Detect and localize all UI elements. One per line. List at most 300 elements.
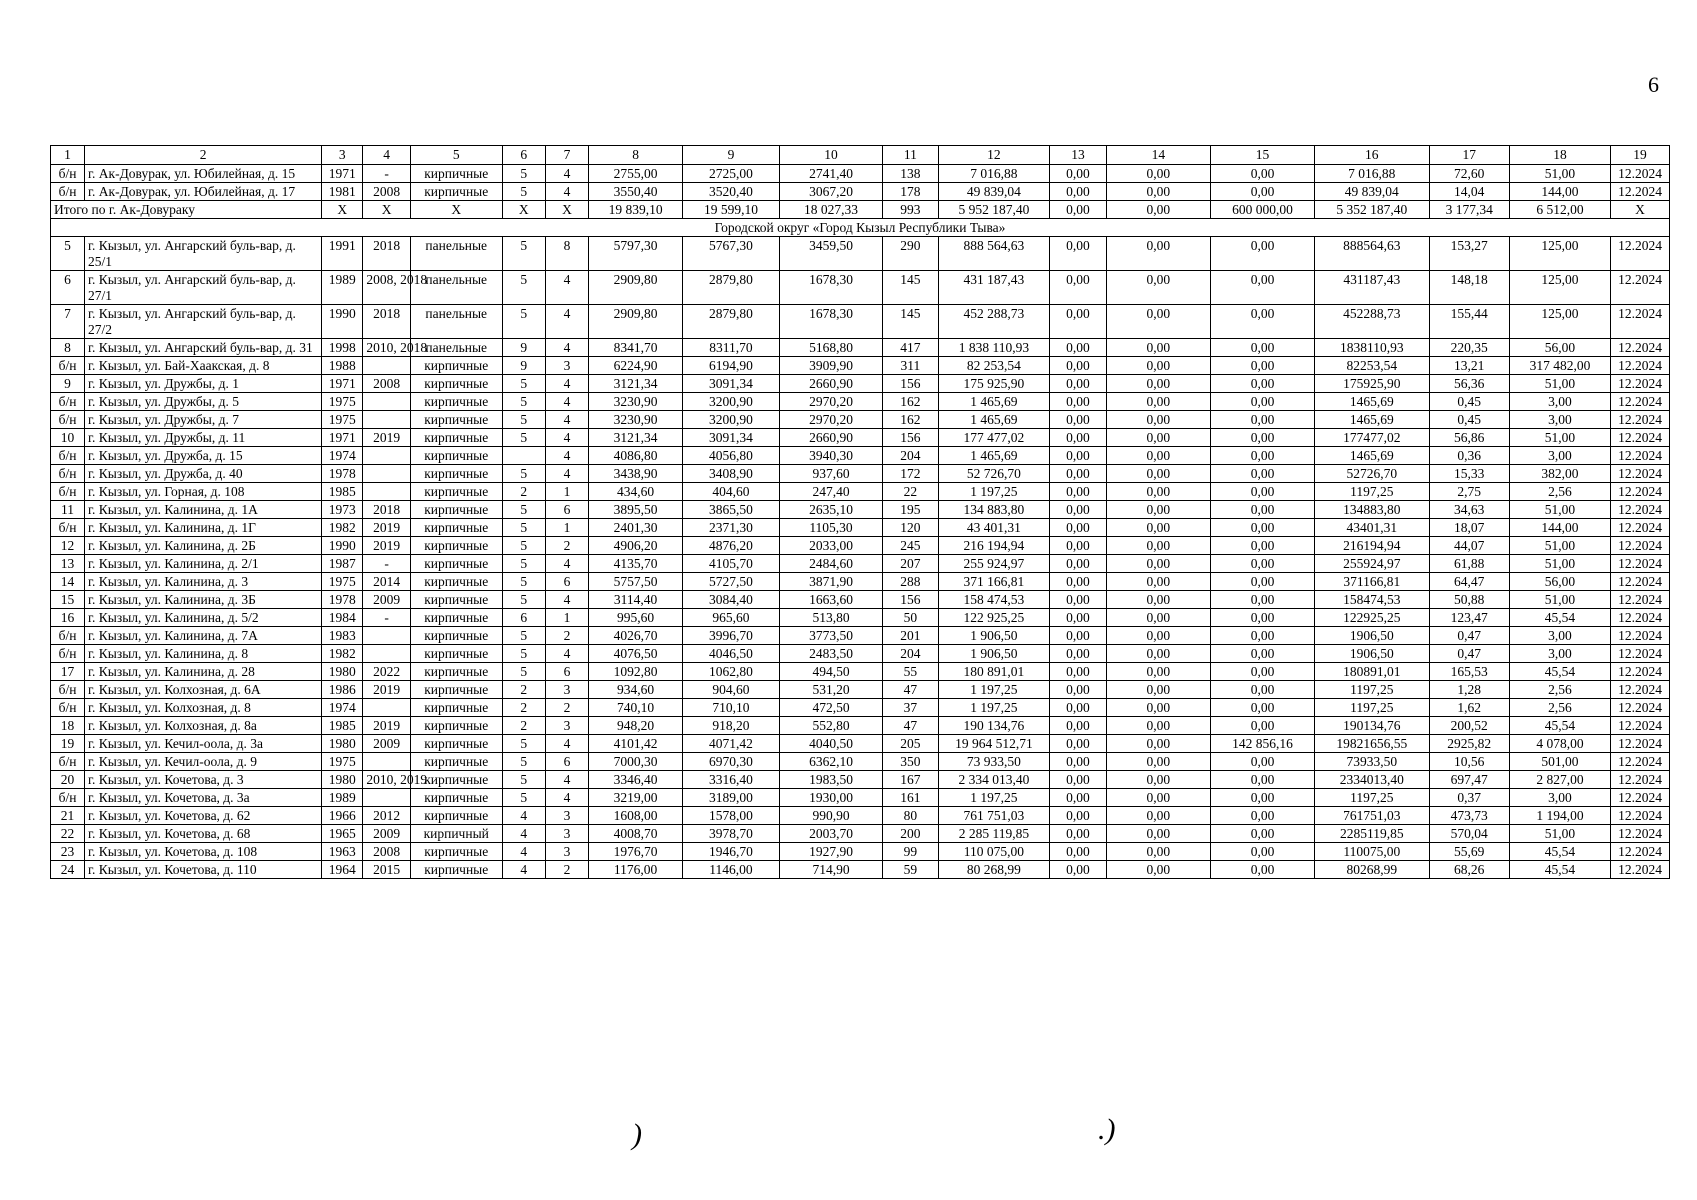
cell-col-17: 153,27	[1429, 237, 1509, 271]
cell-col-2: г. Кызыл, ул. Дружба, д. 15	[85, 447, 322, 465]
cell-col-8: 948,20	[589, 717, 683, 735]
cell-col-6: 6	[502, 146, 545, 165]
cell-col-4: 2019	[363, 519, 410, 537]
cell-col-11: 145	[883, 305, 939, 339]
cell-col-3: 1990	[322, 305, 363, 339]
cell-col-15: 0,00	[1210, 483, 1314, 501]
cell-col-17: 55,69	[1429, 843, 1509, 861]
cell-col-7: 4	[545, 429, 588, 447]
cell-col-11: 145	[883, 271, 939, 305]
cell-col-4	[363, 483, 410, 501]
cell-col-8: 3219,00	[589, 789, 683, 807]
cell-col-7: 3	[545, 717, 588, 735]
cell-col-15: 0,00	[1210, 843, 1314, 861]
cell-col-17: 13,21	[1429, 357, 1509, 375]
cell-col-4: 2019	[363, 681, 410, 699]
cell-col-15: 0,00	[1210, 591, 1314, 609]
cell-col-18: 45,54	[1509, 717, 1610, 735]
cell-col-11: 80	[883, 807, 939, 825]
cell-col-7: 4	[545, 735, 588, 753]
cell-col-12: 1 838 110,93	[938, 339, 1049, 357]
cell-col-9: 8311,70	[683, 339, 780, 357]
cell-col-8: 1176,00	[589, 861, 683, 879]
cell-col-19: 19	[1611, 146, 1670, 165]
cell-col-3: 1978	[322, 591, 363, 609]
cell-col-5: панельные	[410, 305, 502, 339]
cell-col-19: 12.2024	[1611, 429, 1670, 447]
cell-col-14: 0,00	[1106, 753, 1210, 771]
cell-col-12: 177 477,02	[938, 429, 1049, 447]
cell-col-9: 2879,80	[683, 271, 780, 305]
cell-col-2: г. Кызыл, ул. Горная, д. 108	[85, 483, 322, 501]
cell-col-16: 1906,50	[1315, 627, 1429, 645]
cell-col-11: 161	[883, 789, 939, 807]
cell-col-8: 4101,42	[589, 735, 683, 753]
cell-col-3: 1985	[322, 483, 363, 501]
table-row	[51, 645, 1670, 663]
cell-col-19: 12.2024	[1611, 465, 1670, 483]
cell-col-16: 1197,25	[1315, 483, 1429, 501]
cell-col-16: 255924,97	[1315, 555, 1429, 573]
cell-col-12: 110 075,00	[938, 843, 1049, 861]
cell-col-8: 2909,80	[589, 305, 683, 339]
cell-col-13: 0,00	[1050, 429, 1107, 447]
cell-col-17: 1,28	[1429, 681, 1509, 699]
cell-col-8: 8	[589, 146, 683, 165]
cell-col-16: 1197,25	[1315, 681, 1429, 699]
cell-col-14: 0,00	[1106, 519, 1210, 537]
cell-col-2: г. Кызыл, ул. Ангарский буль-вар, д. 31	[85, 339, 322, 357]
cell-col-9: 2725,00	[683, 165, 780, 183]
cell-col-4: 2008	[363, 843, 410, 861]
cell-col-18: 45,54	[1509, 861, 1610, 879]
cell-col-10: 472,50	[779, 699, 882, 717]
cell-col-5: кирпичные	[410, 753, 502, 771]
cell-col-6: 5	[502, 789, 545, 807]
cell-col-8: 3895,50	[589, 501, 683, 519]
cell-col-7: 8	[545, 237, 588, 271]
cell-col-17: 0,45	[1429, 393, 1509, 411]
cell-col-1: 13	[51, 555, 85, 573]
cell-col-16: 761751,03	[1315, 807, 1429, 825]
cell-col-6: 5	[502, 305, 545, 339]
cell-col-5: кирпичные	[410, 699, 502, 717]
cell-col-4: 2008	[363, 183, 410, 201]
cell-col-11: 156	[883, 429, 939, 447]
cell-col-15: 0,00	[1210, 825, 1314, 843]
cell-col-6: 9	[502, 357, 545, 375]
cell-col-13: 0,00	[1050, 555, 1107, 573]
cell-col-10: 3773,50	[779, 627, 882, 645]
cell-col-19: 12.2024	[1611, 825, 1670, 843]
cell-col-9: 6970,30	[683, 753, 780, 771]
cell-col-13: 0,00	[1050, 411, 1107, 429]
cell-col-14: 0,00	[1106, 573, 1210, 591]
cell-col-18: 501,00	[1509, 753, 1610, 771]
cell-col-5: кирпичные	[410, 681, 502, 699]
cell-col-11: 167	[883, 771, 939, 789]
cell-col-5: кирпичные	[410, 789, 502, 807]
cell-col-18: 3,00	[1509, 447, 1610, 465]
cell-col-1: 18	[51, 717, 85, 735]
cell-col-19: 12.2024	[1611, 807, 1670, 825]
cell-col-18: 125,00	[1509, 237, 1610, 271]
cell-col-10: 5168,80	[779, 339, 882, 357]
section-title: Городской округ «Город Кызыл Республики Тыва»	[51, 219, 1670, 237]
cell-col-2: г. Кызыл, ул. Калинина, д. 3	[85, 573, 322, 591]
cell-col-14: 0,00	[1106, 375, 1210, 393]
cell-col-10: 2033,00	[779, 537, 882, 555]
cell-col-12: 134 883,80	[938, 501, 1049, 519]
cell-col-13: 0,00	[1050, 305, 1107, 339]
cell-col-8: 6224,90	[589, 357, 683, 375]
cell-col-12: 73 933,50	[938, 753, 1049, 771]
cell-col-14: 0,00	[1106, 789, 1210, 807]
cell-col-13: 0,00	[1050, 735, 1107, 753]
cell-col-5: панельные	[410, 339, 502, 357]
cell-col-18: 3,00	[1509, 393, 1610, 411]
cell-col-7: 7	[545, 146, 588, 165]
cell-col-6: 4	[502, 825, 545, 843]
cell-col-1: б/н	[51, 447, 85, 465]
cell-col-7: 4	[545, 789, 588, 807]
cell-col-1: 23	[51, 843, 85, 861]
cell-col-10: 3067,20	[779, 183, 882, 201]
cell-col-1: 15	[51, 591, 85, 609]
cell-col-2: г. Кызыл, ул. Колхозная, д. 6А	[85, 681, 322, 699]
cell-col-10: 1927,90	[779, 843, 882, 861]
cell-col-15: 0,00	[1210, 627, 1314, 645]
cell-col-13: 0,00	[1050, 501, 1107, 519]
cell-col-18: 382,00	[1509, 465, 1610, 483]
cell-col-4: 2015	[363, 861, 410, 879]
cell-col-10: 3459,50	[779, 237, 882, 271]
cell-col-15: 0,00	[1210, 519, 1314, 537]
cell-col-9: 1946,70	[683, 843, 780, 861]
cell-col-16: 180891,01	[1315, 663, 1429, 681]
cell-col-3: 1975	[322, 573, 363, 591]
cell-col-12: 452 288,73	[938, 305, 1049, 339]
cell-col-2: г. Кызыл, ул. Калинина, д. 5/2	[85, 609, 322, 627]
cell-col-17: 155,44	[1429, 305, 1509, 339]
cell-col-9: 4071,42	[683, 735, 780, 753]
cell-col-17: 697,47	[1429, 771, 1509, 789]
cell-col-7: 4	[545, 447, 588, 465]
cell-col-15: 0,00	[1210, 305, 1314, 339]
cell-col-7: 2	[545, 627, 588, 645]
cell-col-5: кирпичные	[410, 465, 502, 483]
table-row	[51, 609, 1670, 627]
cell-col-14: 0,00	[1106, 861, 1210, 879]
cell-col-2: г. Кызыл, ул. Калинина, д. 3Б	[85, 591, 322, 609]
cell-col-14: 0,00	[1106, 429, 1210, 447]
table-row	[51, 735, 1670, 753]
cell-col-12: 122 925,25	[938, 609, 1049, 627]
cell-col-1: б/н	[51, 645, 85, 663]
cell-col-8: 3114,40	[589, 591, 683, 609]
total-label: Итого по г. Ак-Довураку	[51, 201, 322, 219]
cell-col-7: 2	[545, 537, 588, 555]
cell-col-4	[363, 627, 410, 645]
cell-col-3: 1989	[322, 789, 363, 807]
cell-col-18: 2 827,00	[1509, 771, 1610, 789]
cell-col-7: 3	[545, 843, 588, 861]
cell-col-19: 12.2024	[1611, 237, 1670, 271]
cell-col-15: 0,00	[1210, 861, 1314, 879]
cell-col-14: 0,00	[1106, 447, 1210, 465]
cell-col-7: 4	[545, 271, 588, 305]
cell-col-10: 3871,90	[779, 573, 882, 591]
cell-col-6: 5	[502, 165, 545, 183]
cell-col-18: 45,54	[1509, 843, 1610, 861]
cell-col-11: 138	[883, 165, 939, 183]
cell-col-10: 552,80	[779, 717, 882, 735]
cell-col-9: 918,20	[683, 717, 780, 735]
cell-col-15: 0,00	[1210, 789, 1314, 807]
cell-col-3: 1971	[322, 429, 363, 447]
cell-col-10: 531,20	[779, 681, 882, 699]
cell-col-19: 12.2024	[1611, 357, 1670, 375]
cell-col-19: 12.2024	[1611, 591, 1670, 609]
cell-col-6: 5	[502, 573, 545, 591]
cell-col-13: 0,00	[1050, 465, 1107, 483]
cell-col-9: 4046,50	[683, 645, 780, 663]
cell-col-7: 6	[545, 501, 588, 519]
cell-col-1: б/н	[51, 699, 85, 717]
cell-col-16: 1838110,93	[1315, 339, 1429, 357]
cell-col-17: 64,47	[1429, 573, 1509, 591]
cell-col-10: 2660,90	[779, 429, 882, 447]
cell-col-17: 165,53	[1429, 663, 1509, 681]
cell-col-19: 12.2024	[1611, 393, 1670, 411]
total-cell: 993	[883, 201, 939, 219]
cell-col-15: 0,00	[1210, 681, 1314, 699]
cell-col-8: 4026,70	[589, 627, 683, 645]
cell-col-17: 0,37	[1429, 789, 1509, 807]
cell-col-7: 1	[545, 609, 588, 627]
cell-col-10: 714,90	[779, 861, 882, 879]
cell-col-15: 0,00	[1210, 447, 1314, 465]
cell-col-12: 371 166,81	[938, 573, 1049, 591]
cell-col-16: 73933,50	[1315, 753, 1429, 771]
cell-col-7: 4	[545, 393, 588, 411]
cell-col-17: 0,47	[1429, 645, 1509, 663]
cell-col-12: 175 925,90	[938, 375, 1049, 393]
cell-col-5: кирпичные	[410, 375, 502, 393]
cell-col-2: г. Кызыл, ул. Кочетова, д. 3	[85, 771, 322, 789]
cell-col-14: 0,00	[1106, 537, 1210, 555]
cell-col-8: 3121,34	[589, 375, 683, 393]
cell-col-7: 4	[545, 771, 588, 789]
cell-col-13: 13	[1050, 146, 1107, 165]
cell-col-4: -	[363, 165, 410, 183]
cell-col-1: б/н	[51, 183, 85, 201]
total-cell: 19 839,10	[589, 201, 683, 219]
cell-col-4: 2022	[363, 663, 410, 681]
cell-col-4	[363, 753, 410, 771]
cell-col-7: 4	[545, 555, 588, 573]
cell-col-17: 2925,82	[1429, 735, 1509, 753]
cell-col-1: б/н	[51, 357, 85, 375]
cell-col-5: кирпичные	[410, 609, 502, 627]
cell-col-8: 4076,50	[589, 645, 683, 663]
cell-col-5: кирпичные	[410, 501, 502, 519]
cell-col-11: 201	[883, 627, 939, 645]
cell-col-11: 156	[883, 375, 939, 393]
cell-col-1: 11	[51, 501, 85, 519]
table-row	[51, 663, 1670, 681]
cell-col-4	[363, 645, 410, 663]
cell-col-18: 51,00	[1509, 825, 1610, 843]
cell-col-16: 216194,94	[1315, 537, 1429, 555]
cell-col-15: 0,00	[1210, 807, 1314, 825]
cell-col-14: 0,00	[1106, 645, 1210, 663]
cell-col-18: 45,54	[1509, 609, 1610, 627]
cell-col-13: 0,00	[1050, 699, 1107, 717]
cell-col-6: 2	[502, 483, 545, 501]
handwritten-mark-left: )	[632, 1118, 642, 1151]
cell-col-17: 17	[1429, 146, 1509, 165]
cell-col-19: 12.2024	[1611, 183, 1670, 201]
cell-col-2: г. Кызыл, ул. Калинина, д. 8	[85, 645, 322, 663]
cell-col-5: кирпичные	[410, 483, 502, 501]
cell-col-13: 0,00	[1050, 357, 1107, 375]
table-row	[51, 753, 1670, 771]
cell-col-13: 0,00	[1050, 537, 1107, 555]
cell-col-18: 1 194,00	[1509, 807, 1610, 825]
cell-col-19: 12.2024	[1611, 537, 1670, 555]
cell-col-16: 1197,25	[1315, 789, 1429, 807]
cell-col-4: 4	[363, 146, 410, 165]
cell-col-7: 4	[545, 591, 588, 609]
cell-col-12: 190 134,76	[938, 717, 1049, 735]
cell-col-1: 6	[51, 271, 85, 305]
table-row	[51, 843, 1670, 861]
cell-col-15: 0,00	[1210, 165, 1314, 183]
cell-col-8: 4135,70	[589, 555, 683, 573]
cell-col-18: 2,56	[1509, 681, 1610, 699]
total-row	[51, 201, 1670, 219]
cell-col-13: 0,00	[1050, 627, 1107, 645]
cell-col-17: 61,88	[1429, 555, 1509, 573]
cell-col-4: 2008	[363, 375, 410, 393]
cell-col-7: 4	[545, 305, 588, 339]
cell-col-12: 180 891,01	[938, 663, 1049, 681]
cell-col-19: 12.2024	[1611, 573, 1670, 591]
cell-col-12: 12	[938, 146, 1049, 165]
cell-col-1: 16	[51, 609, 85, 627]
cell-col-19: 12.2024	[1611, 789, 1670, 807]
cell-col-11: 350	[883, 753, 939, 771]
cell-col-11: 11	[883, 146, 939, 165]
page-number: 6	[1648, 72, 1659, 97]
cell-col-15: 15	[1210, 146, 1314, 165]
table-row	[51, 573, 1670, 591]
cell-col-10: 10	[779, 146, 882, 165]
total-cell: X	[410, 201, 502, 219]
cell-col-6: 5	[502, 771, 545, 789]
table-row	[51, 305, 1670, 339]
cell-col-16: 19821656,55	[1315, 735, 1429, 753]
cell-col-2: г. Кызыл, ул. Кечил-оола, д. 3а	[85, 735, 322, 753]
cell-col-9: 3520,40	[683, 183, 780, 201]
cell-col-3: 1981	[322, 183, 363, 201]
cell-col-12: 1 465,69	[938, 447, 1049, 465]
cell-col-15: 0,00	[1210, 465, 1314, 483]
cell-col-2: г. Кызыл, ул. Калинина, д. 1Г	[85, 519, 322, 537]
cell-col-10: 2003,70	[779, 825, 882, 843]
cell-col-9: 5767,30	[683, 237, 780, 271]
cell-col-3: 1978	[322, 465, 363, 483]
cell-col-7: 2	[545, 861, 588, 879]
cell-col-14: 0,00	[1106, 357, 1210, 375]
cell-col-15: 0,00	[1210, 645, 1314, 663]
cell-col-8: 4906,20	[589, 537, 683, 555]
cell-col-14: 0,00	[1106, 771, 1210, 789]
cell-col-5: кирпичные	[410, 447, 502, 465]
cell-col-9: 3084,40	[683, 591, 780, 609]
cell-col-14: 0,00	[1106, 483, 1210, 501]
cell-col-13: 0,00	[1050, 237, 1107, 271]
cell-col-19: 12.2024	[1611, 501, 1670, 519]
cell-col-7: 4	[545, 411, 588, 429]
cell-col-13: 0,00	[1050, 753, 1107, 771]
cell-col-5: кирпичные	[410, 537, 502, 555]
cell-col-16: 16	[1315, 146, 1429, 165]
cell-col-19: 12.2024	[1611, 519, 1670, 537]
cell-col-5: кирпичные	[410, 843, 502, 861]
cell-col-3: 1983	[322, 627, 363, 645]
cell-col-18: 144,00	[1509, 519, 1610, 537]
total-cell: 19 599,10	[683, 201, 780, 219]
cell-col-19: 12.2024	[1611, 305, 1670, 339]
cell-col-13: 0,00	[1050, 165, 1107, 183]
cell-col-11: 162	[883, 411, 939, 429]
cell-col-18: 51,00	[1509, 501, 1610, 519]
cell-col-19: 12.2024	[1611, 339, 1670, 357]
cell-col-5: кирпичные	[410, 861, 502, 879]
cell-col-6: 5	[502, 501, 545, 519]
cell-col-10: 1105,30	[779, 519, 882, 537]
cell-col-19: 12.2024	[1611, 375, 1670, 393]
cell-col-9: 3978,70	[683, 825, 780, 843]
cell-col-7: 3	[545, 357, 588, 375]
cell-col-18: 18	[1509, 146, 1610, 165]
table-row	[51, 861, 1670, 879]
cell-col-7: 4	[545, 465, 588, 483]
cell-col-3: 1982	[322, 519, 363, 537]
cell-col-5: кирпичные	[410, 357, 502, 375]
cell-col-3: 1982	[322, 645, 363, 663]
cell-col-4: -	[363, 609, 410, 627]
cell-col-17: 0,36	[1429, 447, 1509, 465]
total-cell: 3 177,34	[1429, 201, 1509, 219]
cell-col-3: 1975	[322, 411, 363, 429]
cell-col-9: 3316,40	[683, 771, 780, 789]
cell-col-15: 0,00	[1210, 183, 1314, 201]
cell-col-11: 245	[883, 537, 939, 555]
cell-col-12: 1 197,25	[938, 699, 1049, 717]
cell-col-10: 1930,00	[779, 789, 882, 807]
cell-col-19: 12.2024	[1611, 843, 1670, 861]
cell-col-13: 0,00	[1050, 789, 1107, 807]
cell-col-10: 6362,10	[779, 753, 882, 771]
cell-col-9: 6194,90	[683, 357, 780, 375]
cell-col-8: 5757,50	[589, 573, 683, 591]
cell-col-11: 37	[883, 699, 939, 717]
cell-col-10: 2635,10	[779, 501, 882, 519]
total-cell: X	[322, 201, 363, 219]
